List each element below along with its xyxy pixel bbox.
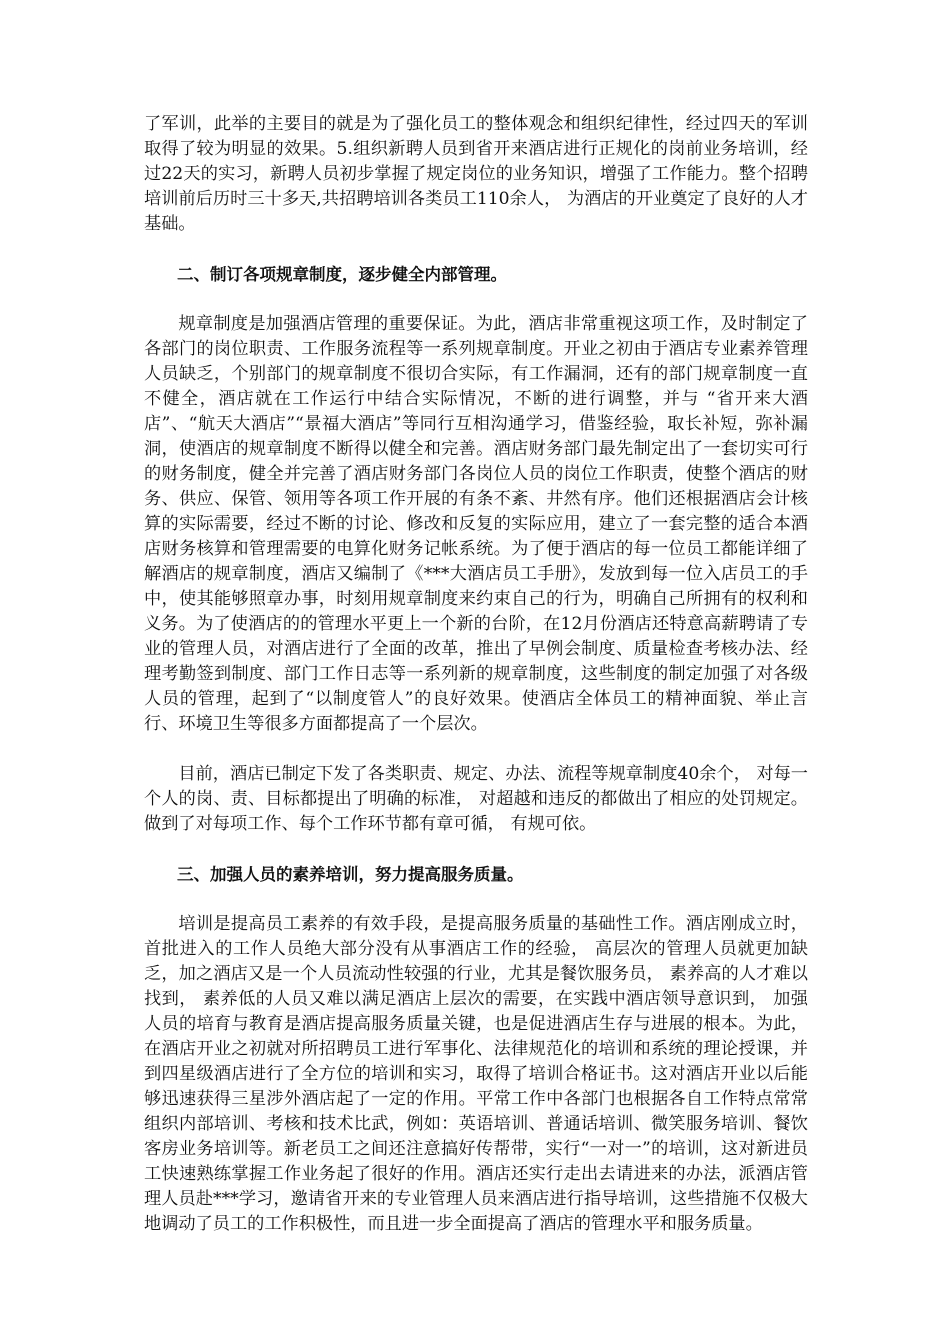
paragraph-current-status: 目前，酒店已制定下发了各类职责、规定、办法、流程等规章制度40余个， 对每一个人的岗、责、目标都提出了明确的标准， 对超越和违反的都做出了相应的处罚规定。做到了对每项工作、每个工作环节都有章可循， 有规可依。 [144, 764, 808, 834]
section-heading-3: 三、加强人员的素养培训，努力提高服务质量。 [177, 865, 524, 884]
spacer [144, 287, 808, 312]
paragraph-rules: 规章制度是加强酒店管理的重要保证。为此，酒店非常重视这项工作，及时制定了各部门的岗位职责、工作服务流程等一系列规章制度。开业之初由于酒店专业素养管理人员缺乏，个别部门的规章制度不很切合实际，有工作漏洞，还有的部门规章制度一直不健全，酒店就在工作运行中结合实际情况，不断的进行调整，并与 “省开来大酒店”、“航天大酒店”“景福大酒店”等同行互相沟通学习，借鉴经验，取长补短，弥补漏洞，使酒店的规章制度不断得以健全和完善。酒店财务部门最先制定出了一套切实可行的财务制度，健全并完善了酒店财务部门各岗位人员的岗位工作职责，使整个酒店的财务、供应、保管、领用等各项工作开展的有条不紊、井然有序。他们还根据酒店会计核算的实际需要，经过不断的讨论、修改和反复的实际应用，建立了一套完整的适合本酒店财务核算和管理需要的电算化财务记帐系统。为了便于酒店的每一位员工都能详细了解酒店的规章制度，酒店又编制了《***大酒店员工手册》，发放到每一位入店员工的手中，使其能够照章办事，时刻用规章制度来约束自己的行为，明确自己所拥有的权利和义务。为了使酒店的的管理水平更上一个新的台阶，在12月份酒店还特意高薪聘请了专业的管理人员，对酒店进行了全面的改革，推出了早例会制度、质量检查考核办法、经理考勤签到制度、部门工作日志等一系列新的规章制度，这些制度的制定加强了对各级人员的管理，起到了“以制度管人”的良好效果。使酒店全体员工的精神面貌、举止言行、环境卫生等很多方面都提高了一个层次。 [144, 314, 808, 734]
document-page [144, 112, 808, 1237]
spacer [144, 237, 808, 262]
section-heading-2: 二、制订各项规章制度，逐步健全内部管理。 [177, 265, 507, 284]
paragraph-military-training: 了军训，此举的主要目的就是为了强化员工的整体观念和组织纪律性，经过四天的军训取得了较为明显的效果。5.组织新聘人员到省开来酒店进行正规化的岗前业务培训，经过22天的实习，新聘人员初步掌握了规定岗位的业务知识，增强了工作能力。整个招聘培训前后历时三十多天,共招聘培训各类员工110余人， 为酒店的开业奠定了良好的人才基础。 [144, 114, 808, 234]
spacer [144, 737, 808, 762]
spacer [144, 837, 808, 862]
paragraph-training: 培训是提高员工素养的有效手段，是提高服务质量的基础性工作。酒店刚成立时， 首批进入的工作人员绝大部分没有从事酒店工作的经验， 高层次的管理人员就更加缺乏，加之酒店又是一个人员流动性较强的行业，尤其是餐饮服务员， 素养高的人才难以找到， 素养低的人员又难以满足酒店上层次的需要，在实践中酒店领导意识到， 加强人员的培育与教育是酒店提高服务质量关键，也是促进酒店生存与进展的根本。为此，在酒店开业之初就对所招聘员工进行军事化、法律规范化的培训和系统的理论授课，并到四星级酒店进行了全方位的培训和实习，取得了培训合格证书。这对酒店开业以后能够迅速获得三星涉外酒店起了一定的作用。平常工作中各部门也根据各自工作特点常常组织内部培训、考核和技术比武，例如：英语培训、普通话培训、微笑服务培训、餐饮客房业务培训等。新老员工之间还注意搞好传帮带，实行“一对一”的培训，这对新进员工快速熟练掌握工作业务起了很好的作用。酒店还实行走出去请进来的办法，派酒店管理人员赴***学习，邀请省开来的专业管理人员来酒店进行指导培训，这些措施不仅极大地调动了员工的工作积极性，而且进一步全面提高了酒店的管理水平和服务质量。 [144, 914, 808, 1234]
spacer [144, 887, 808, 912]
